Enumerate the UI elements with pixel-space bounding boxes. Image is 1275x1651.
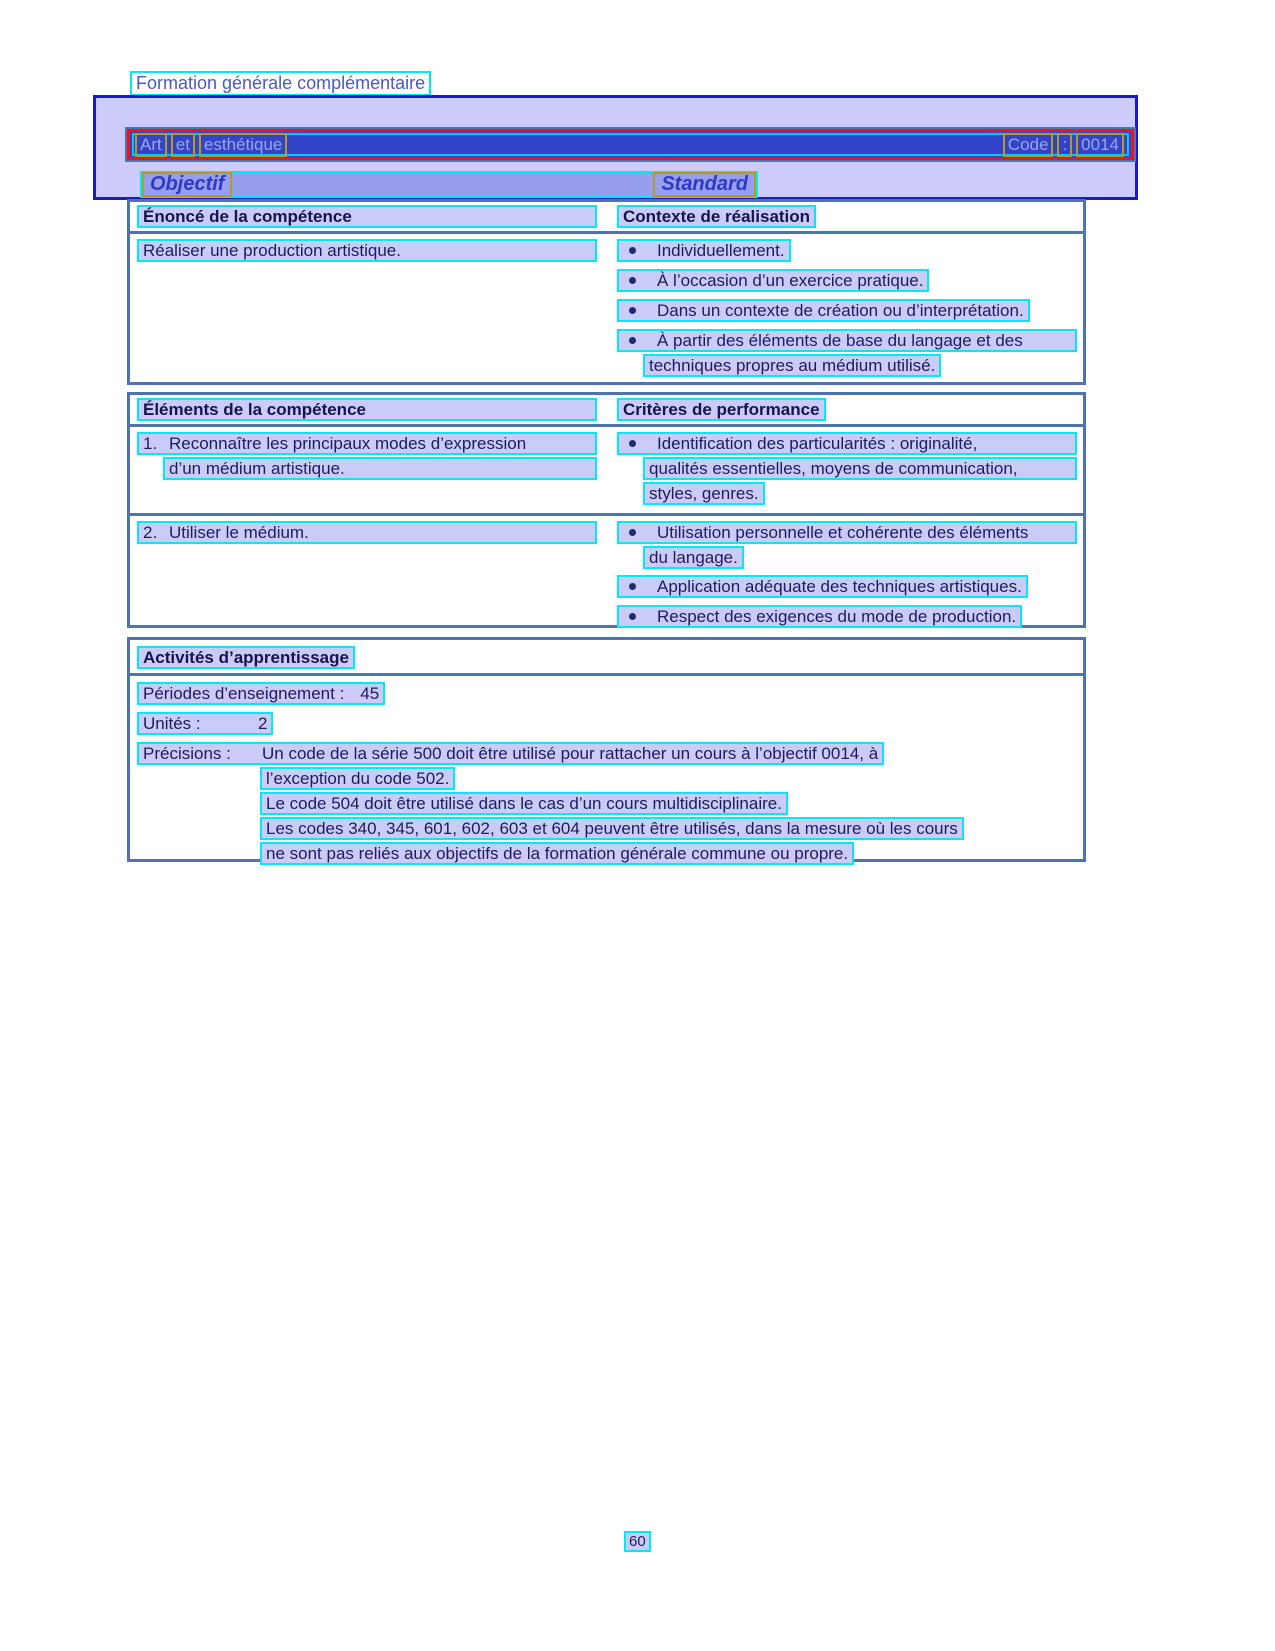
context-item <box>617 299 1083 322</box>
criteria-text: styles, genres. <box>643 482 765 505</box>
periods-row <box>137 682 1083 705</box>
course-code-word: 0014 <box>1076 133 1124 157</box>
criteria-text: Application adéquate des techniques artistiques. <box>657 576 1022 596</box>
precisions-text: Les codes 340, 345, 601, 602, 603 et 604 peuvent être utilisés, dans la mesure où les cours <box>260 817 964 840</box>
competence-table-body <box>130 234 1083 383</box>
criteria-item <box>617 575 1083 598</box>
criteria-item <box>617 605 1083 628</box>
course-code-word: : <box>1057 133 1072 157</box>
precisions-text: Le code 504 doit être utilisé dans le cas d’un cours multidisciplinaire. <box>260 792 788 815</box>
element-number: 1. <box>143 433 158 453</box>
objectif-standard-band <box>140 171 758 198</box>
course-banner-bar <box>130 132 1131 157</box>
right-column-header: Critères de performance <box>617 398 826 421</box>
course-name-word: esthétique <box>199 133 287 157</box>
criteria-text: Utilisation personnelle et cohérente des éléments <box>657 522 1029 542</box>
course-code-word: Code <box>1003 133 1054 157</box>
competence-table-header <box>130 202 1083 234</box>
course-code <box>1001 133 1126 157</box>
element-text: d’un médium artistique. <box>163 457 597 480</box>
document-title-text: Formation générale complémentaire <box>130 71 431 96</box>
competence-table <box>127 199 1086 385</box>
context-item <box>617 329 1083 352</box>
bullet-icon <box>629 277 636 284</box>
right-column-header: Contexte de réalisation <box>617 205 816 228</box>
periods-value: 45 <box>360 683 380 703</box>
criteria-text: Respect des exigences du mode de production. <box>657 606 1017 626</box>
precisions-row <box>137 742 1083 765</box>
context-item <box>617 269 1083 292</box>
competence-statement: Réaliser une production artistique. <box>137 239 597 262</box>
activities-table <box>127 637 1086 862</box>
bullet-icon <box>629 247 636 254</box>
course-name-word: et <box>171 133 195 157</box>
course-name <box>135 133 291 157</box>
bullet-icon <box>629 613 636 620</box>
element-number: 2. <box>143 522 158 542</box>
activities-header: Activités d’apprentissage <box>137 646 355 669</box>
course-banner <box>125 127 1136 162</box>
periods-label: Périodes d’enseignement : <box>143 683 345 703</box>
bullet-icon <box>629 307 636 314</box>
standard-heading: Standard <box>653 172 756 197</box>
course-banner-red-frame <box>127 129 1134 160</box>
context-item-text: Individuellement. <box>657 240 785 260</box>
context-item-text: Dans un contexte de création ou d’interprétation. <box>657 300 1024 320</box>
page-number-text: 60 <box>624 1531 651 1552</box>
bullet-icon <box>629 337 636 344</box>
element-text: Utiliser le médium. <box>169 522 309 542</box>
left-column-header: Éléments de la compétence <box>137 398 597 421</box>
course-name-word: Art <box>135 133 167 157</box>
bullet-icon <box>629 583 636 590</box>
precisions-text: Un code de la série 500 doit être utilisé pour rattacher un cours à l’objectif 0014, à <box>262 743 879 763</box>
elements-table-row <box>130 516 1083 634</box>
criteria-text: du langage. <box>643 546 744 569</box>
element-text: Reconnaître les principaux modes d’expression <box>169 433 527 453</box>
left-column-header: Énoncé de la compétence <box>137 205 597 228</box>
precisions-label: Précisions : <box>143 743 231 763</box>
elements-table-header <box>130 395 1083 427</box>
document-title <box>130 71 431 96</box>
elements-table-row <box>130 427 1083 516</box>
units-label: Unités : <box>143 713 201 733</box>
criteria-text: qualités essentielles, moyens de communication, <box>643 457 1077 480</box>
context-item-text: techniques propres au médium utilisé. <box>643 354 941 377</box>
bullet-icon <box>629 529 636 536</box>
course-panel <box>93 95 1138 200</box>
criteria-item <box>617 432 1083 455</box>
context-item-text: À l’occasion d’un exercice pratique. <box>657 270 924 290</box>
context-item <box>617 239 1083 262</box>
bullet-icon <box>629 440 636 447</box>
context-item-text: À partir des éléments de base du langage et des <box>657 330 1023 350</box>
objectif-heading: Objectif <box>142 172 232 197</box>
units-row <box>137 712 1083 735</box>
criteria-item <box>617 521 1083 544</box>
elements-table <box>127 392 1086 628</box>
precisions-text: l’exception du code 502. <box>260 767 455 790</box>
units-value: 2 <box>258 713 268 733</box>
precisions-text: ne sont pas reliés aux objectifs de la formation générale commune ou propre. <box>260 842 854 865</box>
criteria-text: Identification des particularités : originalité, <box>657 433 978 453</box>
page-number <box>624 1531 651 1552</box>
